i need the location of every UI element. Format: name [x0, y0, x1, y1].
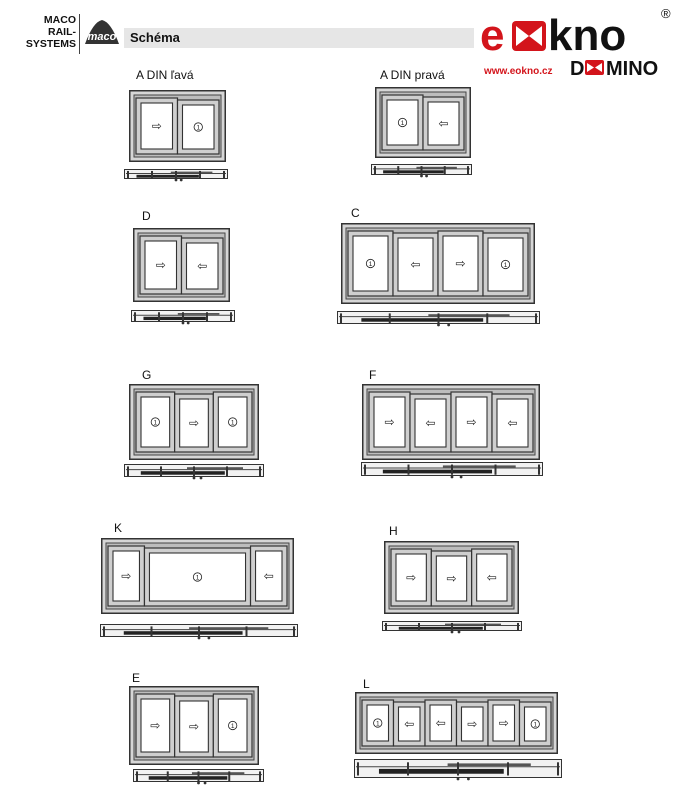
fixed-circle-label: 1 — [400, 119, 405, 127]
scheme-label: E — [132, 671, 141, 685]
sash-panel — [182, 238, 224, 294]
window-diagram — [101, 538, 294, 619]
sash-panel — [492, 394, 533, 452]
scheme-label: C — [351, 206, 360, 220]
arrow-left-icon: ⇦ — [507, 416, 518, 430]
fixed-circle-label: 1 — [230, 722, 235, 730]
scheme-label: H — [389, 524, 398, 538]
sash-panel — [382, 95, 423, 150]
window-diagram-svg — [375, 87, 471, 158]
window-diagram-svg — [355, 692, 558, 754]
rail-profile-svg — [382, 621, 522, 634]
rail-profile — [337, 311, 540, 332]
arrow-right-icon: ⇨ — [151, 119, 162, 133]
window-diagram — [133, 228, 230, 307]
sash-panel — [348, 231, 393, 296]
window-diagram-svg — [341, 223, 535, 304]
arrow-right-icon: ⇨ — [466, 415, 477, 429]
sash-panel — [410, 394, 451, 452]
scheme-label: D — [142, 209, 151, 223]
sash-panel — [391, 549, 431, 606]
sash-panel — [140, 236, 182, 294]
sash-panel — [136, 98, 178, 154]
rail-profile-svg — [371, 164, 472, 178]
maco-line1: MACO — [43, 14, 76, 26]
arrow-right-icon: ⇨ — [455, 256, 466, 271]
sash-panel — [213, 392, 252, 452]
sash-panel — [108, 546, 144, 606]
arrow-right-icon: ⇨ — [150, 718, 161, 733]
window-diagram-svg — [129, 686, 259, 765]
brand-left: e — [480, 11, 505, 60]
sash-panel — [178, 100, 220, 154]
maco-line2: RAIL-SYSTEMS — [25, 26, 76, 50]
fixed-circle-label: 1 — [196, 124, 201, 132]
bowtie-icon — [512, 21, 546, 51]
arrow-left-icon: ⇦ — [425, 416, 436, 430]
sash-panel — [483, 233, 528, 296]
fixed-circle-label: 1 — [153, 419, 158, 427]
window-diagram — [375, 87, 471, 163]
fixed-circle-label: 1 — [195, 574, 200, 582]
arrow-left-icon: ⇦ — [404, 717, 415, 731]
arrow-left-icon: ⇦ — [410, 257, 421, 272]
arrow-right-icon: ⇨ — [498, 716, 509, 730]
rail-profile-svg — [354, 759, 562, 781]
window-diagram — [129, 384, 259, 465]
sash-panel — [394, 702, 426, 746]
brand-sub-left: D — [570, 58, 585, 78]
rail-profile-svg — [124, 169, 228, 182]
rail-profile — [382, 621, 522, 639]
fixed-circle-label: 1 — [503, 261, 508, 269]
window-diagram-svg — [133, 228, 230, 302]
arrow-right-icon: ⇨ — [121, 569, 132, 583]
rail-profile-svg — [337, 311, 540, 327]
header-divider — [79, 14, 80, 54]
rail-profile-svg — [361, 462, 543, 479]
fixed-circle-label: 1 — [368, 260, 373, 268]
scheme-label: K — [114, 521, 123, 535]
window-diagram-svg — [101, 538, 294, 614]
sash-panel — [251, 546, 287, 606]
scheme-label: G — [142, 368, 152, 382]
sash-panel — [520, 702, 552, 746]
sash-panel — [457, 702, 489, 746]
arrow-right-icon: ⇨ — [406, 570, 417, 585]
rail-profile-svg — [133, 769, 264, 785]
rail-profile — [124, 169, 228, 187]
rail-profile — [361, 462, 543, 484]
brand-url: www.eokno.cz — [484, 66, 553, 77]
sash-panel — [451, 392, 492, 452]
rail-profile-svg — [131, 310, 235, 325]
maco-logo-icon — [83, 14, 121, 52]
sash-panel — [472, 549, 512, 606]
arrow-left-icon: ⇦ — [438, 116, 449, 131]
rail-profile — [131, 310, 235, 330]
window-diagram — [362, 384, 540, 465]
rail-profile — [354, 759, 562, 786]
arrow-right-icon: ⇨ — [188, 416, 200, 430]
arrow-right-icon: ⇨ — [188, 719, 200, 734]
arrow-right-icon: ⇨ — [467, 717, 478, 731]
sash-panel — [438, 231, 483, 296]
sash-panel — [393, 233, 438, 296]
sash-panel — [431, 551, 471, 606]
sash-panel — [175, 394, 214, 452]
domino-bowtie-icon — [585, 60, 604, 75]
maco-wordmark — [14, 14, 76, 50]
fixed-circle-label: 1 — [230, 419, 235, 427]
window-diagram — [129, 686, 259, 770]
scheme-label: A DIN pravá — [380, 68, 445, 82]
arrow-right-icon: ⇨ — [155, 258, 166, 272]
scheme-label: A DIN ľavá — [136, 68, 194, 82]
arrow-left-icon: ⇦ — [486, 570, 497, 585]
sash-panel — [213, 694, 252, 757]
scheme-label: L — [363, 677, 370, 691]
arrow-right-icon: ⇨ — [384, 415, 395, 429]
scheme-label: F — [369, 368, 377, 382]
brand-right: kno — [548, 11, 627, 60]
sash-panel — [144, 548, 250, 606]
window-diagram — [129, 90, 226, 167]
arrow-right-icon: ⇨ — [446, 571, 457, 586]
sash-panel — [369, 392, 410, 452]
sash-panel — [488, 700, 520, 746]
brand-reg: ® — [661, 6, 671, 21]
fixed-circle-label: 1 — [375, 720, 380, 728]
window-diagram — [341, 223, 535, 309]
sash-panel — [425, 700, 457, 746]
arrow-left-icon: ⇦ — [197, 259, 208, 273]
maco-logo-text: maco — [87, 31, 117, 43]
brand-sub-right: MINO — [606, 58, 659, 78]
rail-profile — [100, 624, 298, 645]
page-title: Schéma — [130, 30, 180, 45]
rail-profile — [371, 164, 472, 183]
window-diagram-svg — [129, 90, 226, 162]
sash-panel — [175, 696, 214, 757]
window-diagram-svg — [362, 384, 540, 460]
arrow-left-icon: ⇦ — [435, 716, 446, 730]
sash-panel — [136, 694, 175, 757]
rail-profile-svg — [100, 624, 298, 640]
rail-profile-svg — [124, 464, 264, 480]
sash-panel — [136, 392, 175, 452]
rail-profile — [133, 769, 264, 790]
eokno-domino-logo — [478, 4, 678, 78]
arrow-left-icon: ⇦ — [263, 569, 274, 583]
rail-profile — [124, 464, 264, 485]
sash-panel — [423, 97, 464, 150]
fixed-circle-label: 1 — [533, 721, 538, 729]
window-diagram — [384, 541, 519, 619]
window-diagram-svg — [384, 541, 519, 614]
sash-panel — [362, 700, 394, 746]
window-diagram-svg — [129, 384, 259, 460]
window-diagram — [355, 692, 558, 759]
